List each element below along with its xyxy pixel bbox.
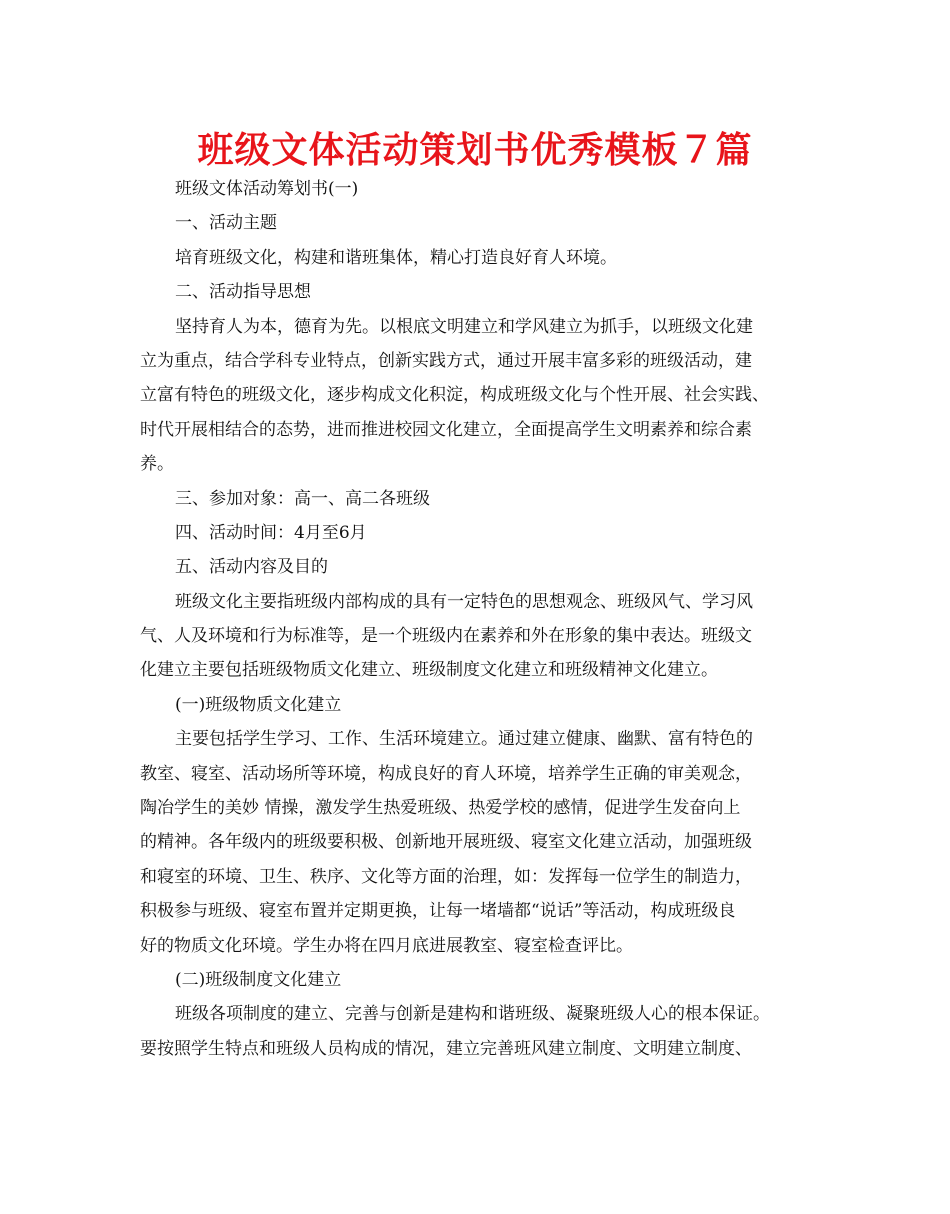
text-line: 班级文化主要指班级内部构成的具有一定特色的思想观念、班级风气、学习风 <box>175 591 753 612</box>
text-line: 陶冶学生的美妙 情操，激发学生热爱班级、热爱学校的感情，促进学生发奋向上 <box>140 798 741 819</box>
text-line: 二、活动指导思想 <box>175 282 311 303</box>
text-line: 坚持育人为本，德育为先。以根底文明建立和学风建立为抓手，以班级文化建 <box>175 316 753 337</box>
text-line: 和寝室的环境、卫生、秩序、文化等方面的治理，如：发挥每一位学生的制造力， <box>140 866 752 887</box>
text-line: (二)班级制度文化建立 <box>175 969 342 990</box>
text-line: 五、活动内容及目的 <box>175 557 328 578</box>
text-line: 化建立主要包括班级物质文化建立、班级制度文化建立和班级精神文化建立。 <box>140 660 718 681</box>
text-line: 养。 <box>140 454 174 475</box>
text-line: 积极参与班级、寝室布置并定期更换，让每一堵墙都“说话”等活动，构成班级良 <box>140 901 736 922</box>
text-line: 三、参加对象：高一、高二各班级 <box>175 488 430 509</box>
text-line: 好的物质文化环境。学生办将在四月底进展教室、寝室检查评比。 <box>140 935 633 956</box>
text-line: 一、活动主题 <box>175 213 277 234</box>
text-line: (一)班级物质文化建立 <box>175 694 342 715</box>
text-line: 教室、寝室、活动场所等环境，构成良好的育人环境，培养学生正确的审美观念， <box>140 763 752 784</box>
text-line: 班级各项制度的建立、完善与创新是建构和谐班级、凝聚班级人心的根本保证。 <box>175 1004 770 1025</box>
text-line: 立为重点，结合学科专业特点，创新实践方式，通过开展丰富多彩的班级活动，建 <box>140 350 752 371</box>
text-line: 立富有特色的班级文化，逐步构成文化积淀，构成班级文化与个性开展、社会实践、 <box>140 385 769 406</box>
text-line: 班级文体活动筹划书(一) <box>175 179 359 199</box>
text-line: 培育班级文化，构建和谐班集体，精心打造良好育人环境。 <box>175 247 617 268</box>
text-line: 要按照学生特点和班级人员构成的情况，建立完善班风建立制度、文明建立制度、 <box>140 1038 752 1059</box>
text-line: 时代开展相结合的态势，进而推进校园文化建立，全面提高学生文明素养和综合素 <box>140 419 752 440</box>
document-title: 班级文体活动策划书优秀模板７篇 <box>197 130 753 171</box>
text-line: 四、活动时间：4月至6月 <box>175 522 367 543</box>
document-body <box>140 172 820 1066</box>
text-line: 的精神。各年级内的班级要积极、创新地开展班级、寝室文化建立活动，加强班级 <box>140 832 752 853</box>
text-line: 主要包括学生学习、工作、生活环境建立。通过建立健康、幽默、富有特色的 <box>175 729 753 750</box>
text-line: 气、人及环境和行为标准等，是一个班级内在素养和外在形象的集中表达。班级文 <box>140 626 752 647</box>
